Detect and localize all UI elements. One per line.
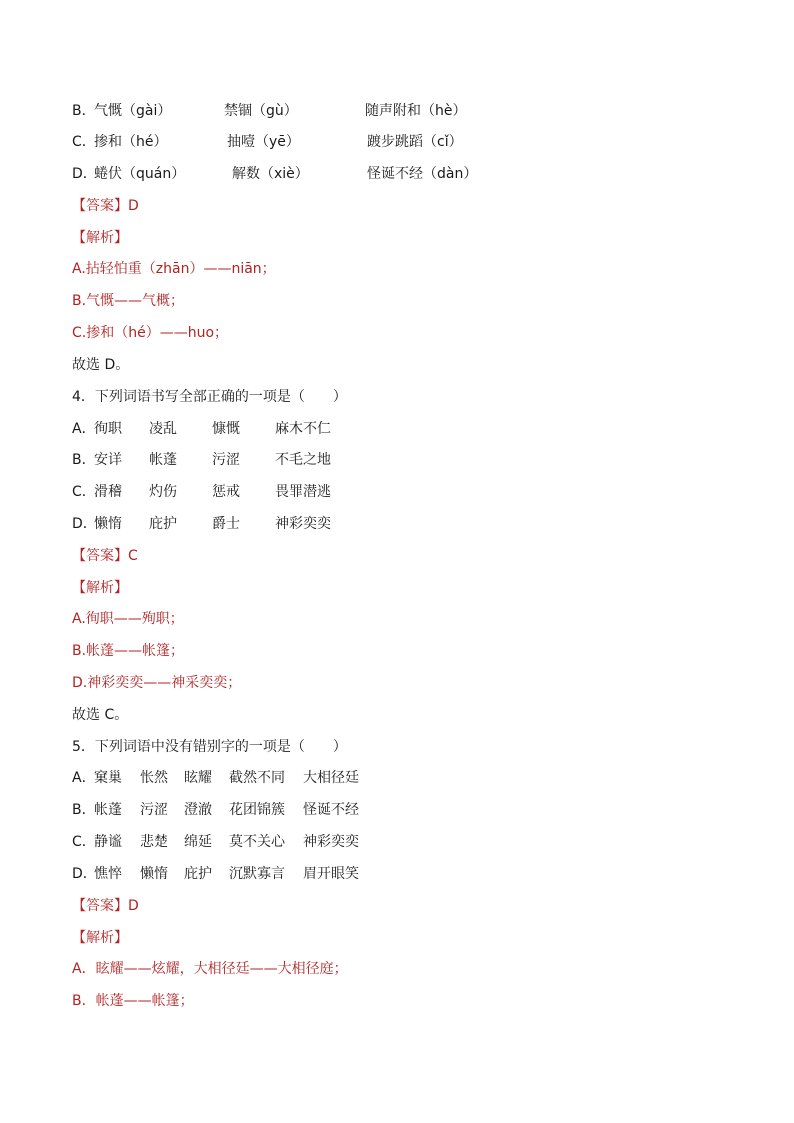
answer-label: 【答案】D [72, 898, 139, 914]
q3-analysis-line: A.拈轻怕重（zhān）——niān； [72, 261, 276, 277]
option-item: 庇护 [149, 516, 177, 532]
option-item: 懒惰 [94, 516, 122, 532]
q5-analysis-label [72, 927, 128, 949]
option-label: D． [72, 516, 97, 532]
option-item: 懒惰 [140, 866, 168, 882]
q4-question: 4．下列词语书写全部正确的一项是（ ） [72, 389, 347, 405]
q5-answer [72, 895, 139, 917]
option-item: 眩耀 [184, 770, 212, 786]
q4-analysis-label [72, 577, 128, 599]
option-item: 悲楚 [140, 834, 168, 850]
option-item: 解数（xiè） [232, 166, 309, 182]
analysis-label: 【解析】 [72, 230, 128, 246]
q4-analysis-line: A.徇职——殉职； [72, 611, 184, 627]
option-label: D． [72, 866, 97, 882]
option-item: 神彩奕奕 [275, 516, 331, 532]
option-label: A． [72, 770, 96, 786]
option-item: 花团锦簇 [229, 802, 285, 818]
answer-label: 【答案】D [72, 198, 139, 214]
option-item: 气慨（gài） [94, 103, 172, 119]
option-item: 安详 [94, 452, 122, 468]
option-label: B． [72, 802, 96, 818]
q5-analysis-line: A．眩耀——炫耀，大相径廷——大相径庭； [72, 961, 348, 977]
option-item: 大相径廷 [303, 770, 359, 786]
q5-question: 5．下列词语中没有错别字的一项是（ ） [72, 739, 347, 755]
option-label: C． [72, 834, 96, 850]
option-item: 滑稽 [94, 484, 122, 500]
option-item: 莫不关心 [229, 834, 285, 850]
analysis-label: 【解析】 [72, 580, 128, 596]
q3-answer [72, 195, 139, 217]
option-item: 沉默寡言 [229, 866, 285, 882]
option-item: 憔悴 [94, 866, 122, 882]
option-item: 怪诞不经 [303, 802, 359, 818]
q3-analysis-line: C.掺和（hé）——huo； [72, 325, 229, 341]
option-label: A． [72, 421, 96, 437]
option-item: 慷慨 [212, 421, 240, 437]
option-label: D． [72, 166, 97, 182]
option-item: 凌乱 [149, 421, 177, 437]
option-item: 澄澈 [184, 802, 212, 818]
option-item: 神彩奕奕 [303, 834, 359, 850]
option-item: 帐蓬 [94, 802, 122, 818]
option-item: 爵士 [212, 516, 240, 532]
option-item: 静谧 [94, 834, 122, 850]
option-item: 掺和（hé） [94, 134, 168, 150]
option-item: 灼伤 [149, 484, 177, 500]
option-item: 随声附和（hè） [365, 103, 467, 119]
option-item: 禁锢（gù） [224, 103, 298, 119]
q5-analysis-line: B．帐蓬——帐篷； [72, 993, 194, 1009]
option-label: C． [72, 484, 96, 500]
option-item: 怅然 [140, 770, 168, 786]
answer-label: 【答案】C [72, 548, 138, 564]
option-label: C． [72, 134, 96, 150]
option-label: B． [72, 103, 96, 119]
option-item: 污涩 [212, 452, 240, 468]
option-item: 不毛之地 [275, 452, 331, 468]
option-item: 惩戒 [212, 484, 240, 500]
q3-analysis-label [72, 227, 128, 249]
option-item: 踱步跳蹈（cǐ） [367, 134, 463, 150]
option-item: 绵延 [184, 834, 212, 850]
q3-analysis-line: B.气慨——气概； [72, 293, 185, 309]
q4-answer [72, 545, 138, 567]
option-item: 徇职 [94, 421, 122, 437]
option-item: 怪诞不经（dàn） [367, 166, 478, 182]
q3-conclusion: 故选 D。 [72, 357, 130, 373]
option-item: 抽噎（yē） [227, 134, 300, 150]
option-item: 眉开眼笑 [303, 866, 359, 882]
q4-analysis-line: D.神彩奕奕——神采奕奕； [72, 675, 242, 691]
option-item: 庇护 [184, 866, 212, 882]
q4-conclusion: 故选 C。 [72, 707, 129, 723]
q4-analysis-line: B.帐蓬——帐篷； [72, 643, 185, 659]
option-item: 帐蓬 [149, 452, 177, 468]
analysis-label: 【解析】 [72, 930, 128, 946]
option-item: 畏罪潜逃 [275, 484, 331, 500]
option-item: 污涩 [140, 802, 168, 818]
option-item: 截然不同 [229, 770, 285, 786]
option-item: 麻木不仁 [275, 421, 331, 437]
option-item: 蜷伏（quán） [94, 166, 186, 182]
option-item: 窠巢 [94, 770, 122, 786]
option-label: B． [72, 452, 96, 468]
